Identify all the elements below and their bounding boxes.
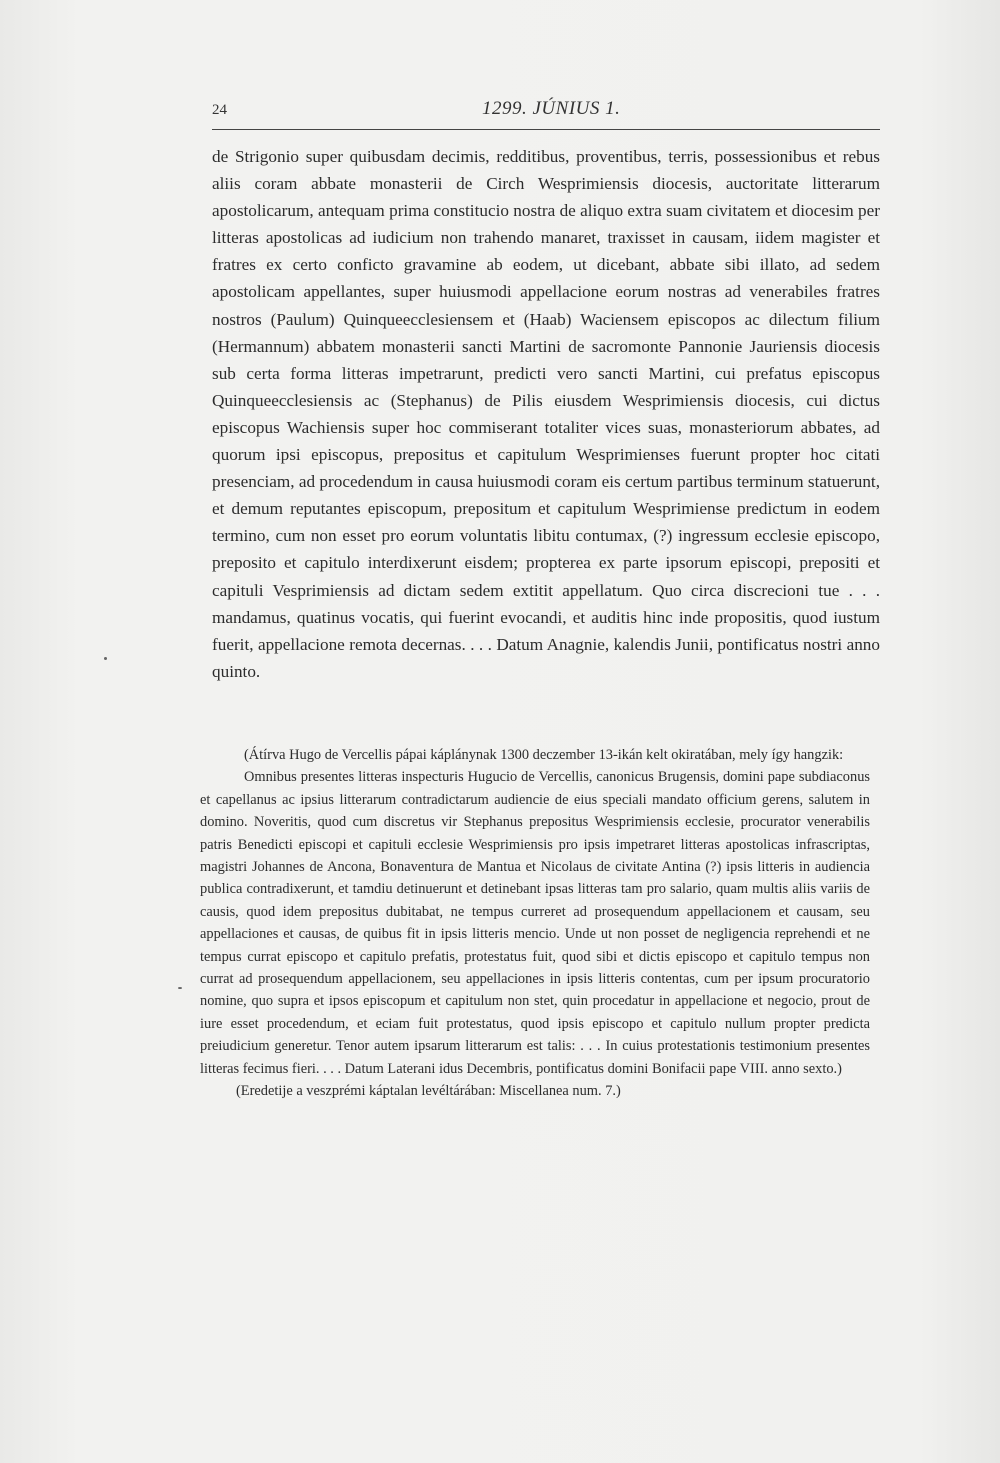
source-note: (Eredetije a veszprémi káptalan levéltárában: Miscellanea num. 7.) — [236, 1083, 621, 1100]
page-header — [212, 98, 880, 132]
editorial-notes — [200, 744, 870, 1103]
header-rule — [212, 129, 880, 130]
margin-speck — [104, 657, 107, 660]
charter-text: de Strigonio super quibusdam decimis, redditibus, proventibus, terris, possessionibus et rebus aliis coram abbate monasterii de Circh Wesprimiensis diocesis, auctoritate litterarum apostolicarum, antequam prima constitucio nostra de aliquo extra suam civitatem et diocesim per litteras apostolicas ad iudicium non trahendo manaret, traxisset in causam, iidem magister et fratres ex certo conficto gravamine ab eodem, ut dicebant, abbate sibi illato, ad sedem apostolicam appellantes, super huiusmodi appellacione eorum nostras ad venerabiles fratres nostros (Paulum) Quinqueecclesiensem et (Haab) Waciensem episcopos ac dilectum filium (Hermannum) abbatem monasterii sancti Martini de sacromonte Pannonie Jauriensis diocesis sub certa forma litteras impetrarunt, predicti vero sancti Martini, cui prefatus episcopus Quinqueecclesiensis ac (Stephanus) de Pilis eiusdem Wesprimiensis diocesis, cui dictus episcopus Wachiensis super hoc commiserant totaliter vices suas, monasteriorum abbates, ad quorum ipsi episcopus, prepositus et capitulum Wesprimienses fuerunt propter hoc citati presenciam, ad procedendum in causa huiusmodi coram eis certum partibus terminum statuerunt, et demum reputantes episcopum, prepositum et capitulum Wesprimiense predictum in eodem termino, cum non esset pro eorum voluntatis libitu contumax, (?) ingressum ecclesie episcopo, preposito et capitulo interdixerunt eisdem; propterea ex parte ipsorum episcopi, prepositi et capituli Vesprimiensis ad dictam sedem extitit appellatum. Quo circa discrecioni tue . . . mandamus, quatinus vocatis, qui fuerint evocandi, et auditis hinc inde propositis, quod iustum fuerit, appellacione remota decernas. . . . Datum Anagnie, kalendis Junii, pontificatus nostri anno quinto. — [212, 147, 880, 681]
margin-speck — [178, 987, 182, 989]
page-number: 24 — [212, 102, 227, 118]
running-title: 1299. JÚNIUS 1. — [482, 98, 621, 119]
transcription-note: (Átírva Hugo de Vercellis pápai káplánynak 1300 deczember 13-ikán kelt okiratában, mely így hangzik: — [244, 747, 844, 763]
quoted-charter: Omnibus presentes litteras inspecturis Hugucio de Vercellis, canonicus Brugensis, domini pape subdiaconus et capellanus ac ipsius litterarum contradictarum audiencie de eius speciali mandato officium gerens, salutem in domino. Noveritis, quod cum discretus vir Stephanus prepositus Wesprimiensis ecclesie, procurator venerabilis patris Benedicti episcopi et capituli ecclesie Wesprimiensis pro ipsis impetraret litteras apostolicas infrascriptas, magistri Johannes de Ancona, Bonaventura de Mantua et Nicolaus de civitate Antina (?) ipsis litteris in audiencia publica contradixerunt, et tamdiu detinuerunt et detinebant ipsas litteras tam pro salario, quam multis aliis variis de causis, quod idem prepositus dubitabat, ne tempus curreret ad prosequendum appellacionem et causam, seu appellaciones et causas, de quibus fit in ipsis litteris mencio. Unde ut non posset de negligencia reprehendi et ne tempus currat episcopo et capitulo prefatis, protestatus fuit, quod sibi et dictis episcopo et capitulo tempus non currat ad prosequendum appellacionem, seu appellaciones in ipsis litteris contentas, cum per ipsum procuratorio nomine, quo supra et ipsos episcopum et capitulum non stet, quin procedatur in appellacione et negocio, prout de iure esset procedendum, et eciam fuit protestatus, quod ipsis episcopo et capitulo nullum propter predicta preiudicium generetur. Tenor autem ipsarum litterarum est talis: . . . In cuius protestationis testimonium presentes litteras fecimus fieri. . . . Datum Laterani idus Decembris, pontificatus domini Bonifacii pape VIII. anno sexto.) — [200, 769, 870, 1077]
